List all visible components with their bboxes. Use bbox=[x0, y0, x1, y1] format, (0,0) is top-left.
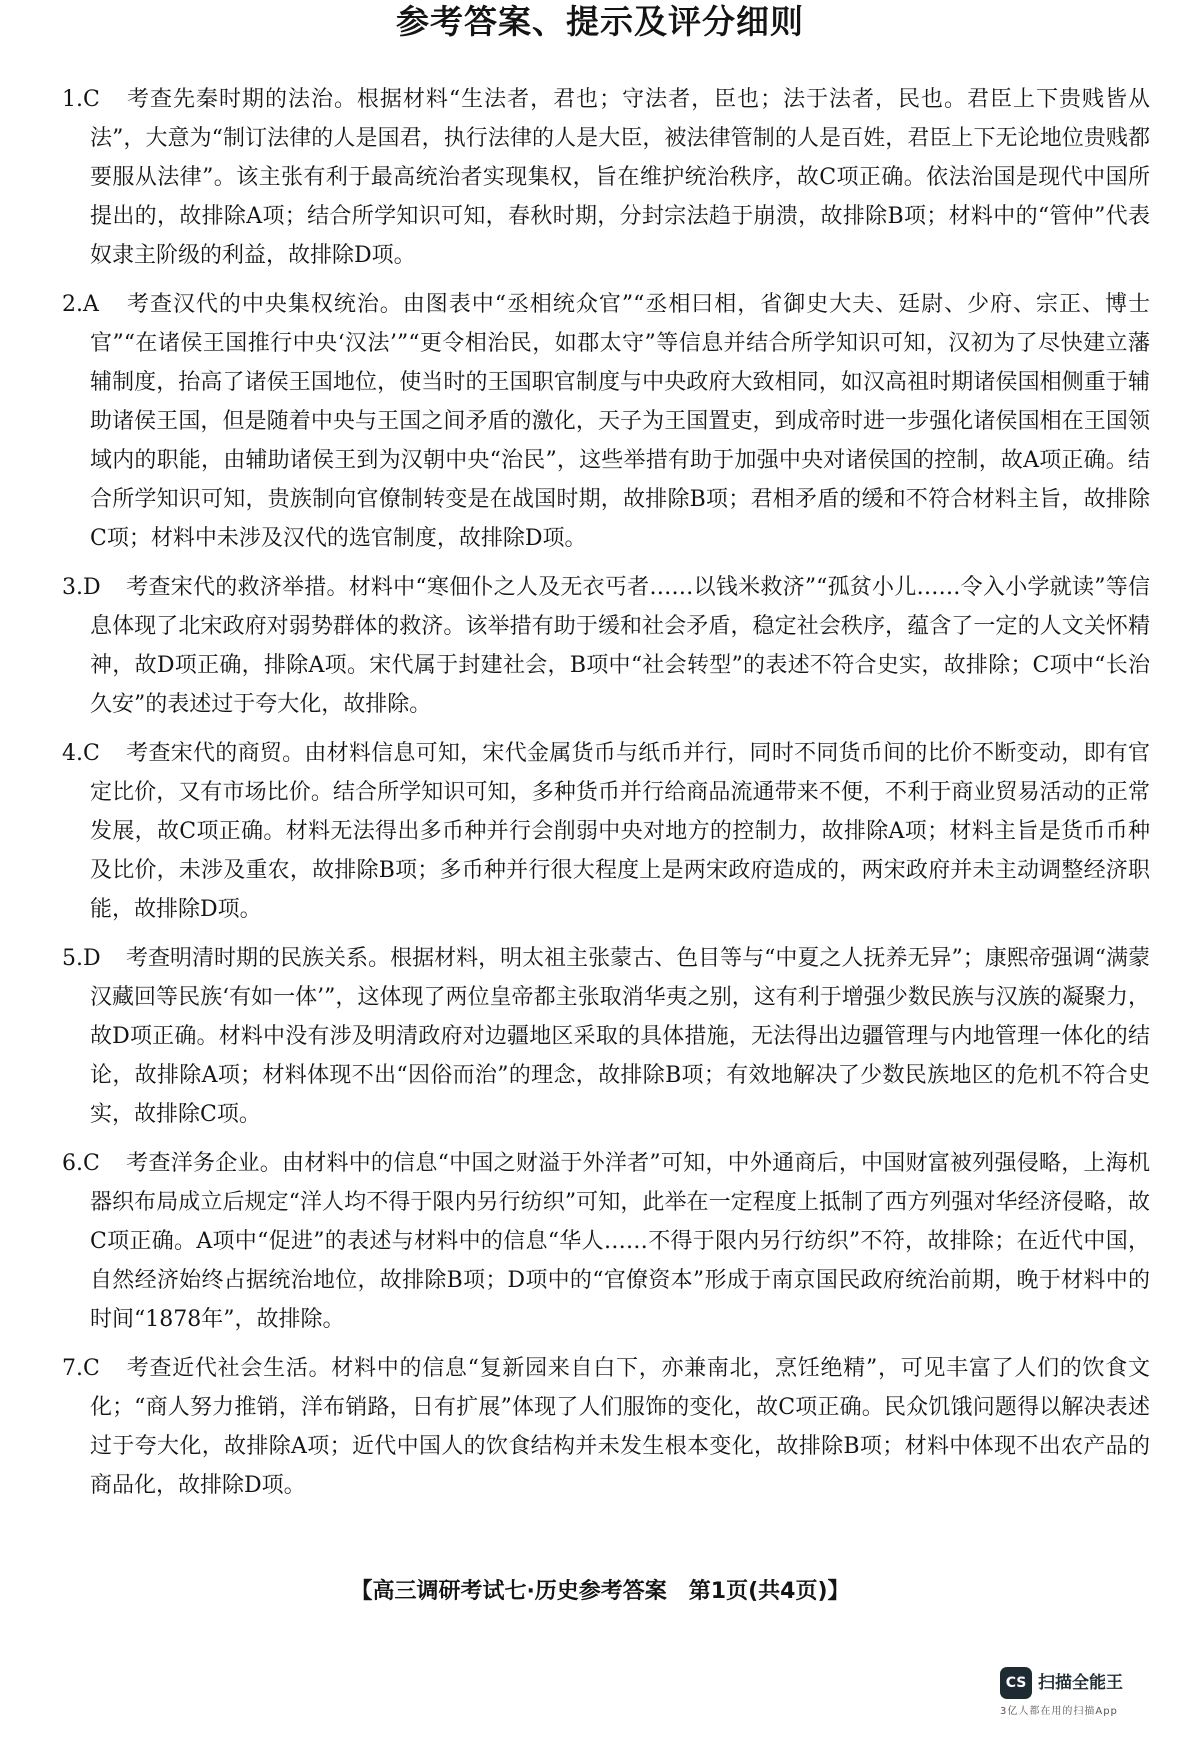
answer-number: 4.C bbox=[62, 741, 100, 766]
answer-item-5 bbox=[62, 939, 1150, 1134]
answer-item-1 bbox=[62, 80, 1150, 275]
answer-text: 考查洋务企业。由材料中的信息“中国之财溢于外洋者”可知，中外通商后，中国财富被列强侵略，上海机器织布局成立后规定“洋人均不得于限内另行纺织”可知，此举在一定程度上抵制了西方列强对华经济侵略，故C项正确。A项中“促进”的表述与材料中的信息“华人……不得于限内另行纺织”不符，故排除；在近代中国，自然经济始终占据统治地位，故排除B项；D项中的“官僚资本”形成于南京国民政府统治前期，晚于材料中的时间“1878年”，故排除。 bbox=[90, 1151, 1150, 1332]
answer-text: 考查近代社会生活。材料中的信息“复新园来自白下，亦兼南北，烹饪绝精”，可见丰富了人们的饮食文化；“商人努力推销，洋布销路，日有扩展”体现了人们服饰的变化，故C项正确。民众饥饿问题得以解决表述过于夸大化，故排除A项；近代中国人的饮食结构并未发生根本变化，故排除B项；材料中体现不出农产品的商品化，故排除D项。 bbox=[90, 1356, 1150, 1498]
answer-text: 考查明清时期的民族关系。根据材料，明太祖主张蒙古、色目等与“中夏之人抚养无异”；康熙帝强调“满蒙汉藏回等民族‘有如一体’”，这体现了两位皇帝都主张取消华夷之别，这有利于增强少数民族与汉族的凝聚力，故D项正确。材料中没有涉及明清政府对边疆地区采取的具体措施，无法得出边疆管理与内地管理一体化的结论，故排除A项；材料体现不出“因俗而治”的理念，故排除B项；有效地解决了少数民族地区的危机不符合史实，故排除C项。 bbox=[90, 946, 1150, 1127]
answer-item-7 bbox=[62, 1349, 1150, 1505]
answer-item-4 bbox=[62, 734, 1150, 929]
answer-item-3 bbox=[62, 568, 1150, 724]
scanner-tagline: 3亿人都在用的扫描App bbox=[1000, 1706, 1118, 1717]
answer-number: 1.C bbox=[62, 87, 100, 112]
answer-text: 考查宋代的商贸。由材料信息可知，宋代金属货币与纸币并行，同时不同货币间的比价不断变动，即有官定比价，又有市场比价。结合所学知识可知，多种货币并行给商品流通带来不便，不利于商业贸易活动的正常发展，故C项正确。材料无法得出多币种并行会削弱中央对地方的控制力，故排除A项；材料主旨是货币币种及比价，未涉及重农，故排除B项；多币种并行很大程度上是两宋政府造成的，两宋政府并未主动调整经济职能，故排除D项。 bbox=[90, 741, 1150, 922]
answer-number: 6.C bbox=[62, 1151, 100, 1176]
camscanner-logo-icon: CS bbox=[1000, 1667, 1032, 1699]
answer-number: 7.C bbox=[62, 1356, 100, 1381]
answer-number: 5.D bbox=[62, 946, 101, 971]
page-title: 参考答案、提示及评分细则 bbox=[396, 2, 804, 41]
answer-number: 3.D bbox=[62, 575, 101, 600]
answer-text: 考查汉代的中央集权统治。由图表中“丞相统众官”“丞相曰相，省御史大夫、廷尉、少府、宗正、博士官”“在诸侯王国推行中央‘汉法’”“更令相治民，如郡太守”等信息并结合所学知识可知，汉初为了尽快建立藩辅制度，抬高了诸侯王国地位，使当时的王国职官制度与中央政府大致相同，如汉高祖时期诸侯国相侧重于辅助诸侯王国，但是随着中央与王国之间矛盾的激化，天子为王国置吏，到成帝时进一步强化诸侯国相在王国领域内的职能，由辅助诸侯王到为汉朝中央“治民”，这些举措有助于加强中央对诸侯国的控制，故A项正确。结合所学知识可知，贵族制向官僚制转变是在战国时期，故排除B项；君相矛盾的缓和不符合材料主旨，故排除C项；材料中未涉及汉代的选官制度，故排除D项。 bbox=[90, 292, 1150, 551]
answer-text: 考查宋代的救济举措。材料中“寒佃仆之人及无衣丐者……以钱米救济”“孤贫小儿……令入小学就读”等信息体现了北宋政府对弱势群体的救济。该举措有助于缓和社会矛盾，稳定社会秩序，蕴含了一定的人文关怀精神，故D项正确，排除A项。宋代属于封建社会，B项中“社会转型”的表述不符合史实，故排除；C项中“长治久安”的表述过于夸大化，故排除。 bbox=[90, 575, 1150, 717]
scanner-watermark bbox=[1000, 1667, 1160, 1723]
page-footer: 【高三调研考试七·历史参考答案 第1页(共4页)】 bbox=[350, 1579, 850, 1604]
answer-text: 考查先秦时期的法治。根据材料“生法者，君也；守法者，臣也；法于法者，民也。君臣上下贵贱皆从法”，大意为“制订法律的人是国君，执行法律的人是大臣，被法律管制的人是百姓，君臣上下无论地位贵贱都要服从法律”。该主张有利于最高统治者实现集权，旨在维护统治秩序，故C项正确。依法治国是现代中国所提出的，故排除A项；结合所学知识可知，春秋时期，分封宗法趋于崩溃，故排除B项；材料中的“管仲”代表奴隶主阶级的利益，故排除D项。 bbox=[90, 87, 1150, 268]
answer-list bbox=[62, 80, 1150, 1515]
answer-item-2 bbox=[62, 285, 1150, 558]
answer-number: 2.A bbox=[62, 292, 99, 317]
answer-item-6 bbox=[62, 1144, 1150, 1339]
scanner-app-name: 扫描全能王 bbox=[1038, 1673, 1123, 1693]
